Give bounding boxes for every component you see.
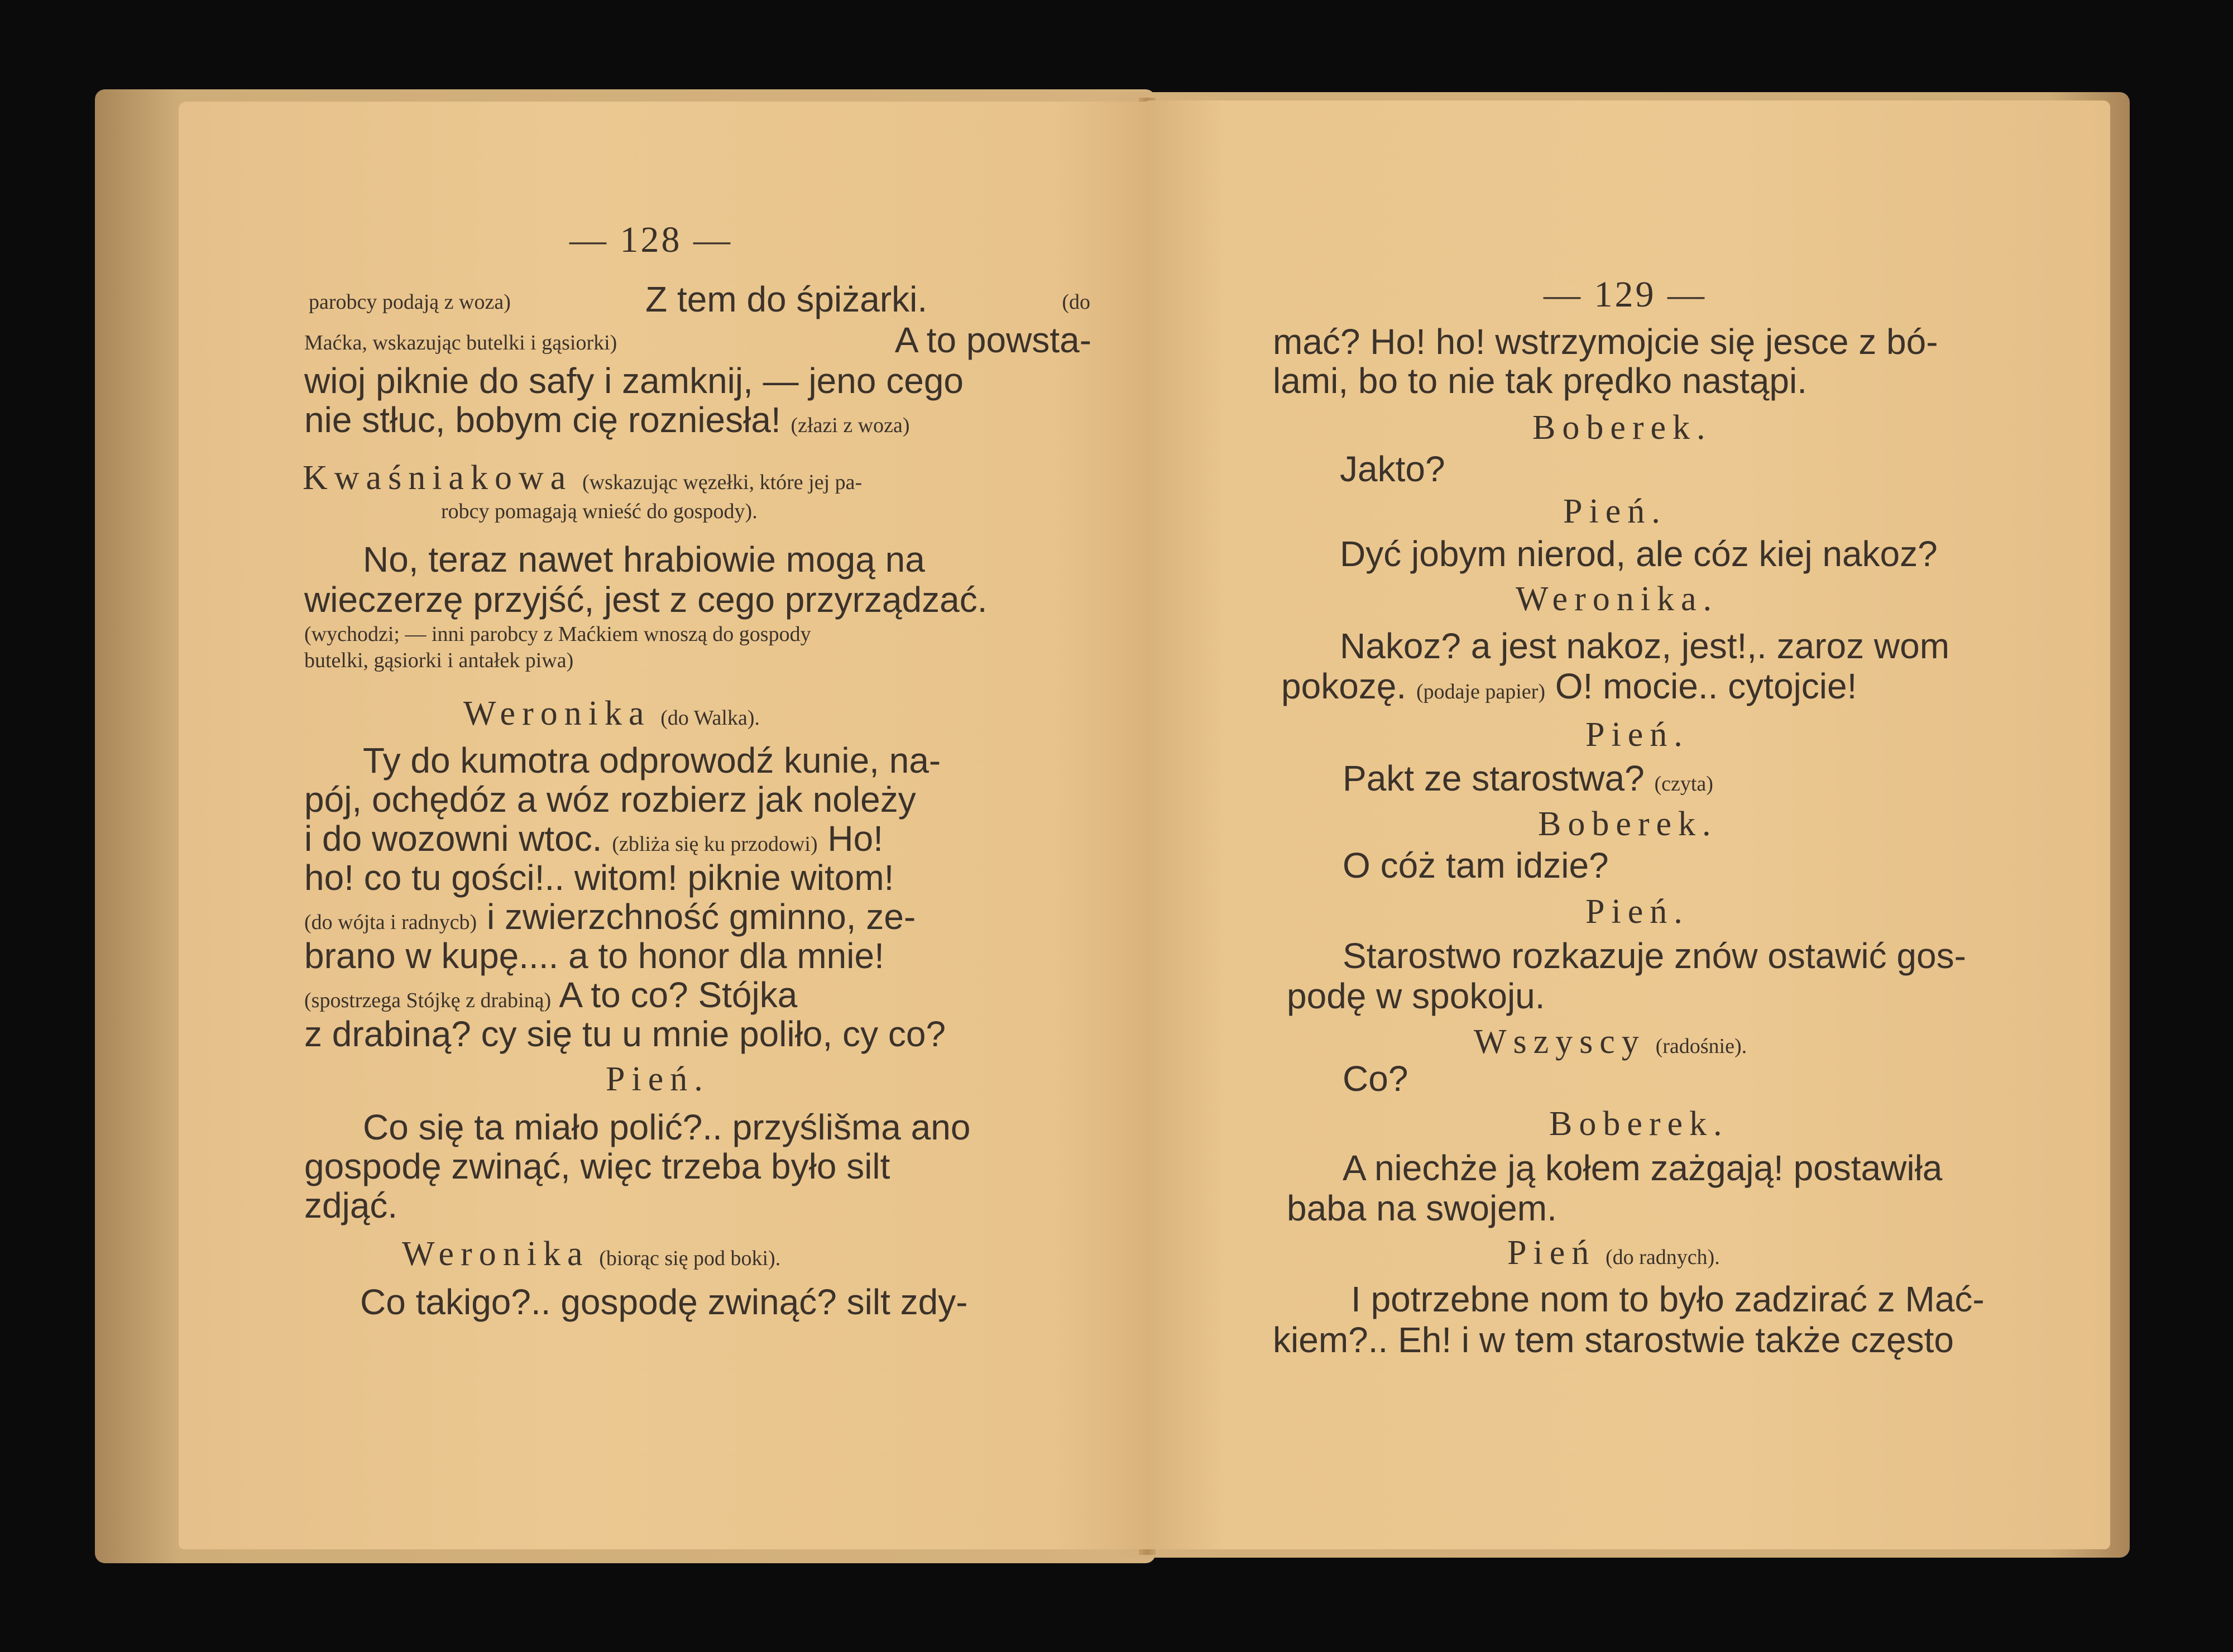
left-line: ho! co tu gości!.. witom! piknie witom!	[304, 858, 894, 898]
left-line: No, teraz nawet hrabiowie mogą na	[363, 539, 925, 580]
left-line	[463, 695, 760, 731]
speaker-name: Weronika.	[1516, 580, 1718, 618]
dialogue-text: A to co? Stójka	[559, 975, 798, 1015]
dialogue-text: nie stłuc, bobym cię rozniesła!	[304, 400, 781, 440]
left-text	[179, 102, 1150, 1549]
stage-direction: (biorąc się pod boki).	[599, 1247, 781, 1270]
left-line: Co się ta miało polić?.. przyślišma ano	[363, 1107, 971, 1147]
left-line	[402, 1235, 780, 1271]
page-number-left: — 128 —	[569, 219, 732, 260]
left-line: wioj piknie do safy i zamknij, — jeno cego	[304, 361, 964, 401]
left-line: Co takigo?.. gospodę zwinąć? silt zdy-	[360, 1282, 968, 1322]
left-line: z drabiną? cy się tu u mnie poliło, cy co?	[304, 1014, 946, 1054]
speaker-name: Boberek.	[1538, 805, 1718, 843]
left-line: brano w kupę.... a to honor dla mnie!	[304, 936, 884, 976]
left-line	[304, 818, 883, 859]
left-line: pój, ochędóz a wóz rozbierz jak noleży	[304, 779, 916, 820]
speaker-name: Boberek.	[1532, 409, 1712, 447]
stage-direction: (złazi z woza)	[790, 414, 910, 437]
speaker-name: Kwaśniakowa	[303, 459, 573, 497]
left-page	[179, 102, 1150, 1549]
left-line	[304, 977, 797, 1013]
left-line	[304, 322, 1091, 358]
dialogue-text: Ho!	[827, 818, 883, 859]
speaker-name: Pień.	[606, 1060, 710, 1098]
left-line: wieczerzę przyjść, jest z cego przyrządzać.	[304, 580, 988, 620]
dialogue-text: A to powsta-	[894, 320, 1091, 360]
speaker-name: Weronika	[402, 1235, 590, 1273]
speaker-name: Boberek.	[1549, 1105, 1729, 1143]
stage-direction: parobcy podają z woza)	[309, 290, 511, 314]
right-line: O cóż tam idzie?	[1343, 845, 1609, 885]
right-line	[1507, 1234, 1720, 1270]
stage-direction: (spostrzega Stójkę z drabiną)	[304, 989, 552, 1012]
right-line	[1343, 760, 1713, 796]
speaker-name: Pień.	[1585, 893, 1689, 931]
left-line: Ty do kumotra odprowodź kunie, na-	[363, 740, 941, 780]
left-line: (wychodzi; — inni parobcy z Maćkiem wnoszą do gospody	[304, 623, 811, 646]
right-line: A niechże ją kołem zażgają! postawiła	[1343, 1148, 1943, 1188]
speaker-name: Pień.	[1563, 492, 1667, 530]
dialogue-text: O! mocie.. cytojcie!	[1555, 666, 1857, 706]
left-line	[304, 899, 916, 935]
left-line: gospodę zwinąć, więc trzeba było silt	[304, 1146, 890, 1186]
stage-direction: (wskazując węzełki, które jej pa-	[582, 471, 862, 494]
right-line: I potrzebne nom to było zadzirać z Mać-	[1351, 1279, 1985, 1319]
right-line: mać? Ho! ho! wstrzymojcie się jesce z bó-	[1273, 322, 1938, 362]
stage-direction: (zbliża się ku przodowi)	[612, 832, 818, 856]
page-number-right: — 129 —	[1544, 274, 1707, 315]
right-line: Dyć jobym nierod, ale cóz kiej nakoz?	[1340, 534, 1938, 574]
right-line: Starostwo rozkazuje znów ostawić gos-	[1343, 936, 1966, 976]
left-line	[309, 281, 1090, 317]
stage-direction: (czyta)	[1654, 772, 1713, 796]
right-line: Jakto?	[1340, 449, 1445, 489]
stage-direction: Maćka, wskazując butelki i gąsiorki)	[304, 331, 617, 355]
right-text	[1147, 100, 2110, 1549]
speaker-name: Weronika	[463, 695, 651, 732]
right-line: kiem?.. Eh! i w tem starostwie także często	[1273, 1320, 1954, 1360]
speaker-name: Wszyscy	[1474, 1023, 1646, 1061]
right-line	[1281, 668, 1857, 704]
left-line: robcy pomagają wnieść do gospody).	[441, 500, 758, 523]
stage-direction: (podaje papier)	[1416, 680, 1545, 703]
speaker-name: Pień	[1507, 1234, 1596, 1272]
stage-direction: (do Walka).	[660, 706, 760, 730]
dialogue-text: Pakt ze starostwa?	[1343, 758, 1645, 798]
left-line: zdjąć.	[304, 1185, 398, 1225]
right-page	[1147, 100, 2110, 1549]
dialogue-text: Z tem do śpiżarki.	[645, 279, 928, 319]
right-line: lami, bo to nie tak prędko nastąpi.	[1273, 361, 1807, 401]
stage-direction: (do	[1062, 290, 1090, 314]
right-line: baba na swojem.	[1287, 1188, 1557, 1228]
stage-direction: (do radnych).	[1606, 1246, 1720, 1269]
right-line: podę w spokoju.	[1287, 976, 1545, 1016]
dialogue-text: i do wozowni wtoc.	[304, 818, 602, 859]
right-line: Co?	[1343, 1059, 1408, 1099]
stage-direction: (radośnie).	[1655, 1035, 1747, 1058]
right-line	[1474, 1023, 1747, 1059]
speaker-name: Pień.	[1585, 716, 1689, 754]
left-line: butelki, gąsiorki i antałek piwa)	[304, 649, 574, 672]
dialogue-text: i zwierzchność gminno, ze-	[486, 897, 916, 937]
stage-direction: (do wójta i radnycb)	[304, 911, 477, 934]
left-line	[304, 402, 910, 438]
dialogue-text: pokozę.	[1281, 666, 1407, 706]
right-line: Nakoz? a jest nakoz, jest!,. zaroz wom	[1340, 626, 1949, 666]
left-line	[303, 459, 862, 495]
